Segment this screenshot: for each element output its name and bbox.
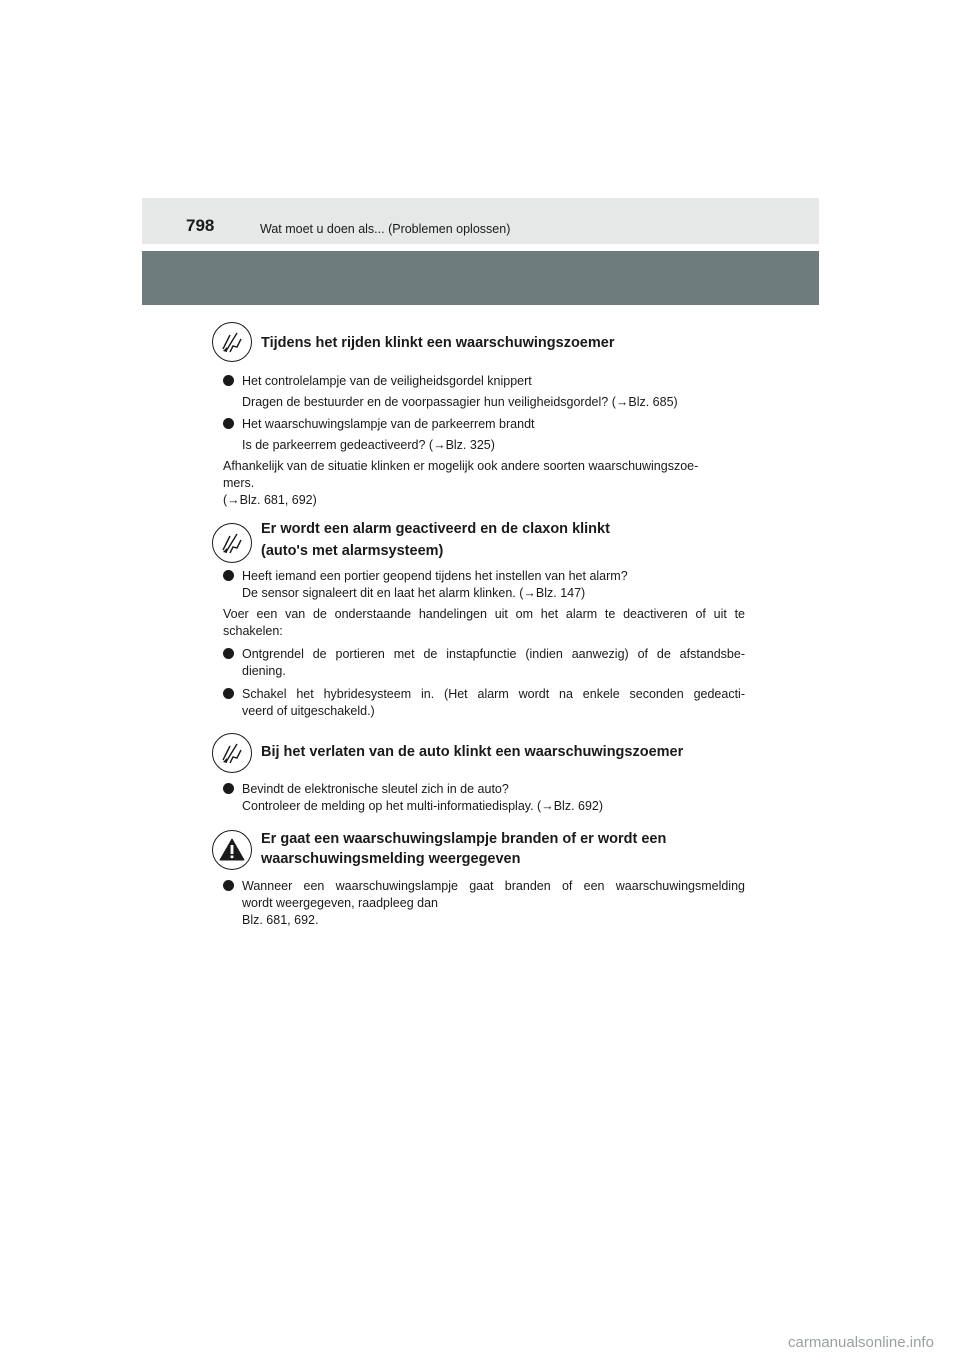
bullet-text: Schakel het hybridesysteem in. (Het alarm wordt na enkele seconden gedeacti-	[242, 687, 745, 701]
section-banner	[142, 251, 819, 305]
bullet-subtext: Dragen de bestuurder en de voorpassagier hun veiligheidsgordel? (→Blz. 685)	[242, 395, 678, 409]
bullet-subtext: wordt weergegeven, raadpleeg dan	[242, 896, 438, 910]
sound-warning-icon	[212, 322, 252, 362]
bullet-dot	[223, 688, 234, 699]
section-title: (auto's met alarmsysteem)	[261, 543, 444, 559]
page-number: 798	[186, 216, 215, 235]
section-title: Er wordt een alarm geactiveerd en de claxon klinkt	[261, 521, 610, 537]
bullet-subtext: Controleer de melding op het multi-informatiedisplay. (→Blz. 692)	[242, 799, 604, 813]
header-bar	[142, 198, 819, 244]
warning-triangle-icon	[212, 830, 252, 870]
bullet-dot	[223, 783, 234, 794]
paragraph	[223, 606, 745, 640]
sound-warning-icon	[212, 523, 252, 563]
bullet-subtext: Blz. 681, 692.	[242, 913, 319, 927]
paragraph-line: (→Blz. 681, 692)	[223, 493, 317, 507]
paragraph-line: mers.	[223, 476, 255, 490]
section-title: Er gaat een waarschuwingslampje branden of er wordt een	[261, 831, 667, 847]
section-heading-2	[212, 520, 772, 564]
bullet-text: Het waarschuwingslampje van de parkeerrem brandt	[242, 417, 535, 431]
bullet-subtext: De sensor signaleert dit en laat het alarm klinken. (→Blz. 147)	[242, 586, 586, 600]
bullet-text: Heeft iemand een portier geopend tijdens het instellen van het alarm?	[242, 569, 628, 583]
sound-warning-icon	[212, 733, 252, 773]
section-title: waarschuwingsmelding weergegeven	[261, 851, 521, 867]
header-title: Wat moet u doen als... (Problemen oplossen)	[260, 222, 511, 236]
paragraph	[223, 458, 745, 509]
section-heading-3	[212, 733, 772, 777]
paragraph-line: Afhankelijk van de situatie klinken er mogelijk ook andere soorten waarschuwingszoe-	[223, 459, 699, 473]
section-title: Tijdens het rijden klinkt een waarschuwingszoemer	[261, 335, 615, 351]
bullet-subtext: diening.	[242, 664, 286, 678]
section-heading-1	[212, 322, 772, 366]
bullet-text: Het controlelampje van de veiligheidsgordel knippert	[242, 374, 532, 388]
paragraph-line: Voer een van de onderstaande handelingen uit om het alarm te deactiveren of uit te	[223, 607, 745, 621]
bullet-dot	[223, 648, 234, 659]
paragraph-line: schakelen:	[223, 624, 283, 638]
bullet-dot	[223, 880, 234, 891]
bullet-text: Ontgrendel de portieren met de instapfunctie (indien aanwezig) of de afstandsbe-	[242, 647, 745, 661]
bullet-text: Wanneer een waarschuwingslampje gaat branden of een waarschuwingsmelding	[242, 879, 745, 893]
bullet-subtext: veerd of uitgeschakeld.)	[242, 704, 375, 718]
footer-watermark: carmanualsonline.info	[788, 1334, 934, 1351]
bullet-subtext: Is de parkeerrem gedeactiveerd? (→Blz. 325)	[242, 438, 495, 452]
bullet-text: Bevindt de elektronische sleutel zich in de auto?	[242, 782, 509, 796]
section-title: Bij het verlaten van de auto klinkt een waarschuwingszoemer	[261, 744, 684, 760]
bullet-dot	[223, 375, 234, 386]
bullet-dot	[223, 570, 234, 581]
section-heading-4	[212, 828, 772, 872]
bullet-dot	[223, 418, 234, 429]
